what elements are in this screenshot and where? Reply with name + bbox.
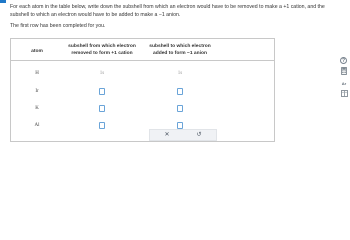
cation-input-al[interactable] (99, 122, 105, 129)
anion-input-ir[interactable] (177, 88, 183, 95)
cation-input-ir[interactable] (99, 88, 105, 95)
instruction-note: The first row has been completed for you. (10, 23, 106, 30)
calculator-icon[interactable] (340, 67, 348, 75)
undo-button[interactable]: ↺ (196, 132, 202, 138)
answer-table (10, 38, 275, 142)
book-icon[interactable] (340, 89, 348, 97)
atom-label-ir: Ir (35, 89, 39, 94)
header-anion-line-2: added to form −1 anion (153, 50, 207, 56)
header-anion-line-1: subshell to which electron (149, 44, 211, 49)
anion-input-k[interactable] (177, 105, 183, 112)
anion-input-al[interactable] (177, 122, 183, 129)
help-icon[interactable]: ? (341, 57, 346, 64)
instruction-line-1: For each atom in the table below, write down the subshell from which an electron would have to be removed to make a +1 cation, and the (10, 4, 325, 10)
instructions (10, 4, 332, 31)
header-cation-line-2: removed to form +1 cation (71, 50, 133, 56)
atom-label-h: H (35, 71, 39, 76)
header-atom: atom (31, 49, 43, 54)
header-anion (141, 44, 219, 57)
answer-footer (149, 129, 217, 141)
header-divider (11, 60, 274, 61)
cation-value-h: 1s (99, 71, 105, 76)
header-cation-line-1: subshell from which electron (68, 44, 136, 49)
header-cation (63, 44, 141, 57)
clear-button[interactable]: ✕ (164, 132, 170, 138)
instruction-line-2: subshell to which an electron would have to be added to make a −1 anion. (10, 11, 181, 18)
side-toolbar (338, 0, 350, 147)
anion-value-h: 1s (177, 71, 183, 76)
accent-strip (0, 0, 6, 3)
atom-label-al: Al (34, 123, 40, 128)
atom-label-k: K (35, 106, 39, 111)
cation-input-k[interactable] (99, 105, 105, 112)
periodic-table-icon[interactable]: Ar (341, 80, 347, 86)
